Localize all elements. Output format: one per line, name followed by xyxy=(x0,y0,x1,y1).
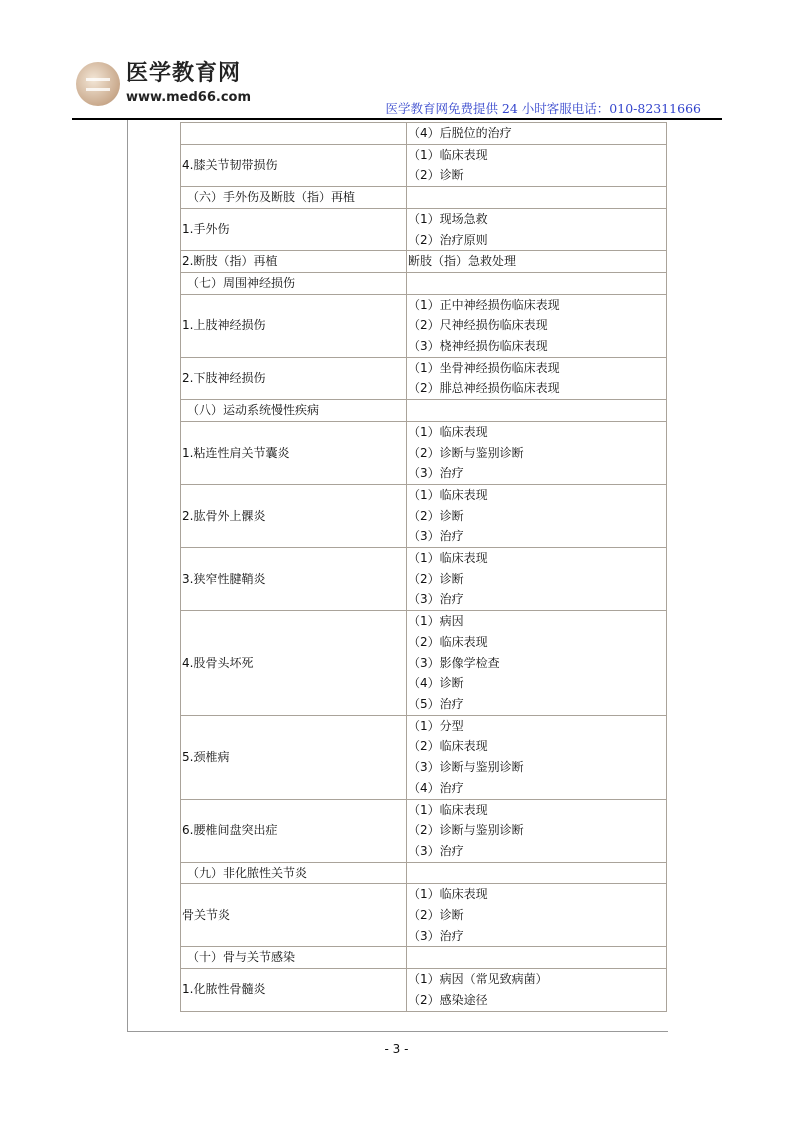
syllabus-item: （3）治疗 xyxy=(408,843,464,858)
table-row xyxy=(181,357,667,399)
syllabus-item: （1）临床表现 xyxy=(408,424,488,439)
section-row xyxy=(181,947,667,969)
items-cell xyxy=(407,208,667,250)
topic-cell: 骨关节炎 xyxy=(181,884,407,947)
syllabus-item: （4）治疗 xyxy=(408,780,464,795)
syllabus-item: （2）诊断与鉴别诊断 xyxy=(408,823,524,838)
header-hotline: 医学教育网免费提供 24 小时客服电话：010-82311666 xyxy=(385,101,701,116)
topic-cell: 2.断肢（指）再植 xyxy=(181,251,407,273)
syllabus-item: （1）病因 xyxy=(408,614,464,629)
syllabus-item: （1）临床表现 xyxy=(408,551,488,566)
logo xyxy=(76,60,256,110)
syllabus-item: （3）桡神经损伤临床表现 xyxy=(408,339,548,354)
topic-cell: 1.手外伤 xyxy=(181,208,407,250)
syllabus-item: 断肢（指）急救处理 xyxy=(408,254,517,269)
topic-cell: 2.下肢神经损伤 xyxy=(181,357,407,399)
syllabus-item: （3）治疗 xyxy=(408,592,464,607)
empty-cell xyxy=(407,862,667,884)
topic-cell: 3.狭窄性腱鞘炎 xyxy=(181,548,407,611)
logo-url: www.med66.com xyxy=(126,90,252,105)
topic-cell: 4.股骨头坏死 xyxy=(181,611,407,716)
syllabus-item: （1）临床表现 xyxy=(408,147,488,162)
syllabus-item: （3）治疗 xyxy=(408,529,464,544)
table-row xyxy=(181,969,667,1011)
syllabus-item: （1）病因（常见致病菌） xyxy=(408,972,548,987)
table-row xyxy=(181,123,667,145)
syllabus-item: （1）临床表现 xyxy=(408,887,488,902)
topic-cell: 1.粘连性肩关节囊炎 xyxy=(181,421,407,484)
table-row xyxy=(181,548,667,611)
syllabus-item: （2）腓总神经损伤临床表现 xyxy=(408,381,560,396)
items-cell xyxy=(407,421,667,484)
syllabus-item: （1）临床表现 xyxy=(408,487,488,502)
table-row xyxy=(181,144,667,186)
syllabus-item: （2）诊断 xyxy=(408,508,464,523)
syllabus-item: （3）诊断与鉴别诊断 xyxy=(408,760,524,775)
syllabus-item: （3）治疗 xyxy=(408,928,464,943)
topic-cell xyxy=(181,123,407,145)
logo-emblem-icon xyxy=(76,62,120,106)
table-row xyxy=(181,611,667,716)
syllabus-item: （3）治疗 xyxy=(408,466,464,481)
syllabus-item: （2）诊断 xyxy=(408,908,464,923)
empty-cell xyxy=(407,400,667,422)
syllabus-item: （1）现场急救 xyxy=(408,211,488,226)
table-row xyxy=(181,884,667,947)
syllabus-item: （1）坐骨神经损伤临床表现 xyxy=(408,360,560,375)
syllabus-item: （2）诊断 xyxy=(408,168,464,183)
page-number: - 3 - xyxy=(384,1042,409,1056)
section-row xyxy=(181,187,667,209)
topic-cell: 5.颈椎病 xyxy=(181,715,407,799)
table-row xyxy=(181,294,667,357)
items-cell xyxy=(407,969,667,1011)
empty-cell xyxy=(407,947,667,969)
topic-cell: 1.化脓性骨髓炎 xyxy=(181,969,407,1011)
syllabus-item: （2）诊断与鉴别诊断 xyxy=(408,445,524,460)
topic-cell: 2.肱骨外上髁炎 xyxy=(181,484,407,547)
empty-cell xyxy=(407,187,667,209)
syllabus-item: （2）临床表现 xyxy=(408,634,488,649)
items-cell xyxy=(407,294,667,357)
items-cell xyxy=(407,484,667,547)
table-row xyxy=(181,208,667,250)
items-cell xyxy=(407,799,667,862)
empty-cell xyxy=(407,272,667,294)
table-row xyxy=(181,484,667,547)
table-row xyxy=(181,251,667,273)
items-cell xyxy=(407,611,667,716)
section-heading: （八）运动系统慢性疾病 xyxy=(181,400,407,422)
items-cell xyxy=(407,251,667,273)
syllabus-item: （2）治疗原则 xyxy=(408,232,488,247)
syllabus-item: （5）治疗 xyxy=(408,696,464,711)
topic-cell: 1.上肢神经损伤 xyxy=(181,294,407,357)
logo-text: 医学教育网 xyxy=(126,60,242,86)
syllabus-item: （4）诊断 xyxy=(408,676,464,691)
syllabus-item: （1）临床表现 xyxy=(408,802,488,817)
table-row xyxy=(181,421,667,484)
table-row xyxy=(181,715,667,799)
syllabus-item: （2）尺神经损伤临床表现 xyxy=(408,318,548,333)
syllabus-item: （2）感染途径 xyxy=(408,992,488,1007)
syllabus-item: （2）诊断 xyxy=(408,571,464,586)
items-cell xyxy=(407,123,667,145)
section-row xyxy=(181,862,667,884)
section-row xyxy=(181,400,667,422)
syllabus-item: （1）正中神经损伤临床表现 xyxy=(408,297,560,312)
topic-cell: 4.膝关节韧带损伤 xyxy=(181,144,407,186)
items-cell xyxy=(407,357,667,399)
section-heading: （九）非化脓性关节炎 xyxy=(181,862,407,884)
syllabus-item: （2）临床表现 xyxy=(408,739,488,754)
topic-cell: 6.腰椎间盘突出症 xyxy=(181,799,407,862)
syllabus-item: （3）影像学检查 xyxy=(408,655,500,670)
syllabus-table xyxy=(180,122,667,1012)
section-heading: （七）周围神经损伤 xyxy=(181,272,407,294)
section-heading: （六）手外伤及断肢（指）再植 xyxy=(181,187,407,209)
section-heading: （十）骨与关节感染 xyxy=(181,947,407,969)
items-cell xyxy=(407,884,667,947)
table-row xyxy=(181,799,667,862)
items-cell xyxy=(407,715,667,799)
items-cell xyxy=(407,144,667,186)
syllabus-item: （4）后脱位的治疗 xyxy=(408,126,512,140)
items-cell xyxy=(407,548,667,611)
syllabus-item: （1）分型 xyxy=(408,718,464,733)
section-row xyxy=(181,272,667,294)
